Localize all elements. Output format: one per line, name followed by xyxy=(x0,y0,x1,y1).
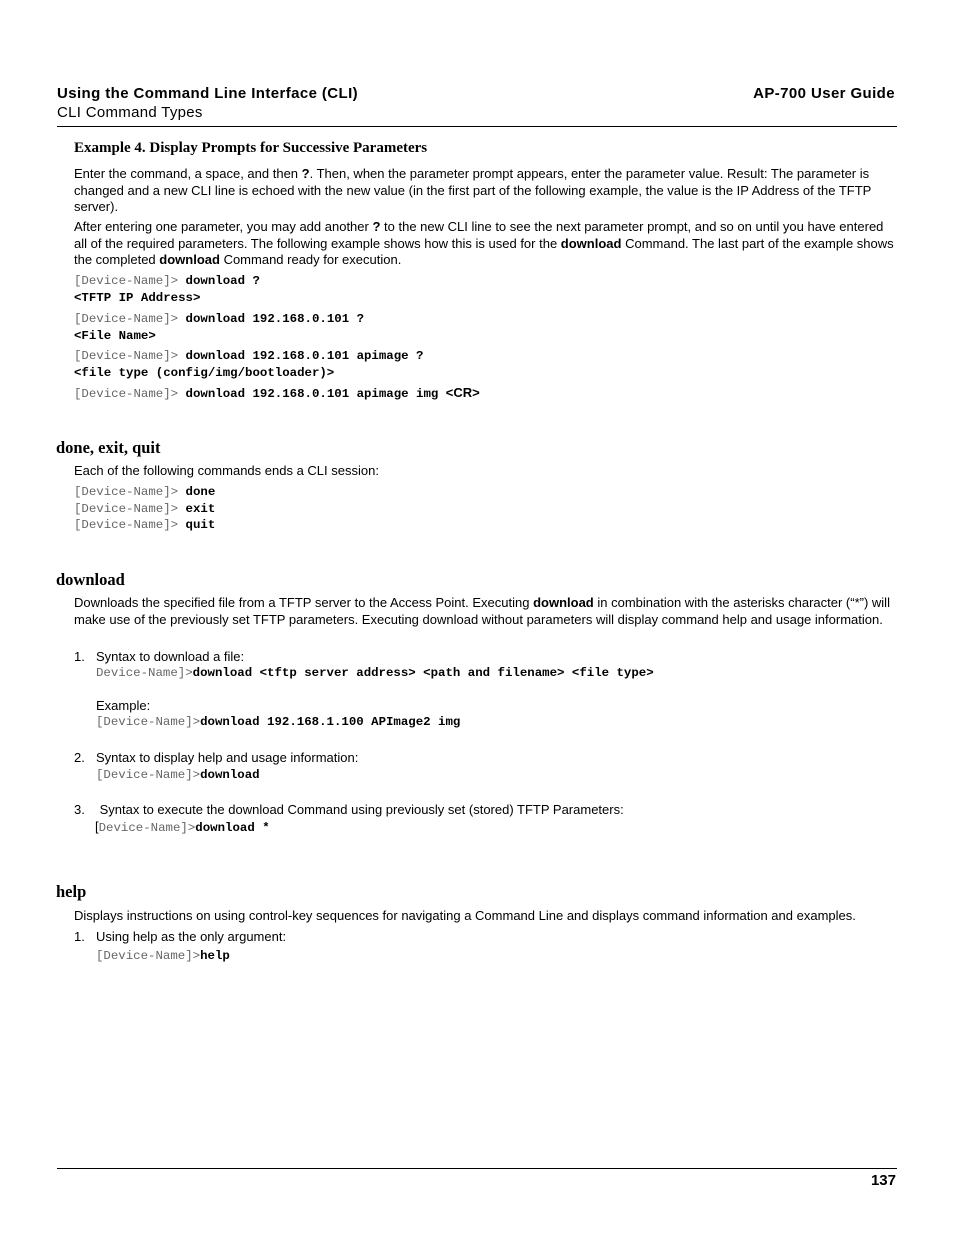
cli-response: <TFTP IP Address> xyxy=(74,290,201,305)
example-paragraph-1: Enter the command, a space, and then ?. Then, when the parameter prompt appears, enter the parameter value. Result: The parameter is changed and a new CLI line is echoed with the new value (in the first part of the following example, the value is the IP Address of the TFTP server). xyxy=(74,166,872,214)
section-heading-download: download xyxy=(56,570,125,589)
page-header xyxy=(57,85,358,121)
code-block-2 xyxy=(74,311,364,344)
cli-cr: <CR> xyxy=(445,385,480,400)
cli-prompt: [Device-Name]> xyxy=(74,274,186,288)
download-item-2: 2. Syntax to display help and usage information: xyxy=(74,750,359,765)
cli-response: <File Name> xyxy=(74,328,156,343)
cli-command: download ? xyxy=(185,274,260,288)
help-paragraph: Displays instructions on using control-key sequences for navigating a Command Line and displays command information and examples. xyxy=(74,908,856,923)
download-syntax-2: [Device-Name]>download xyxy=(96,768,260,782)
section-subtitle: CLI Command Types xyxy=(57,104,203,121)
section-heading-help: help xyxy=(56,882,87,901)
code-block-4 xyxy=(74,385,480,403)
header-rule xyxy=(57,126,897,127)
guide-title: AP-700 User Guide xyxy=(753,85,895,102)
download-paragraph: Downloads the specified file from a TFTP server to the Access Point. Executing download in combination with the asterisks character (“*”) will make use of the previously set TFTP parameters. Executing download without parameters will display command help and usage information. xyxy=(74,595,890,627)
code-block-1 xyxy=(74,273,260,306)
footer-rule xyxy=(57,1168,897,1169)
help-item-1: 1. Using help as the only argument: xyxy=(74,929,287,944)
download-item-1: 1. Syntax to download a file: xyxy=(74,649,245,664)
download-syntax-1: Device-Name]>download <tftp server address> <path and filename> <file type> xyxy=(96,666,654,680)
help-syntax-1: [Device-Name]>help xyxy=(96,949,230,963)
example-title: Example 4. Display Prompts for Successive Parameters xyxy=(74,140,428,156)
done-paragraph: Each of the following commands ends a CLI session: xyxy=(74,463,379,478)
page-number: 137 xyxy=(870,1172,896,1189)
done-code-block: [Device-Name]> done [Device-Name]> exit [Device-Name]> quit xyxy=(74,485,216,532)
chapter-title: Using the Command Line Interface (CLI) xyxy=(57,85,359,102)
download-item-3: 3. Syntax to execute the download Command using previously set (stored) TFTP Parameters: xyxy=(74,802,624,817)
cli-command: download 192.168.0.101 ? xyxy=(185,312,365,326)
cli-prompt: [Device-Name]> xyxy=(74,387,186,401)
cli-prompt: [Device-Name]> xyxy=(74,349,186,363)
code-block-3 xyxy=(74,348,424,381)
example-paragraph-2: After entering one parameter, you may add another ? to the new CLI line to see the next parameter prompt, and so on until you have entered all of the required parameters. The following example shows how this is used for the download Command. The last part of the example shows the completed download Command ready for execution. xyxy=(74,219,894,267)
cli-prompt: [Device-Name]> xyxy=(74,312,186,326)
example-label: Example: xyxy=(96,698,151,713)
cli-response: <file type (config/img/bootloader)> xyxy=(74,365,335,380)
cli-command: download 192.168.0.101 apimage ? xyxy=(185,349,424,363)
download-syntax-3: [Device-Name]>download * xyxy=(95,819,270,835)
section-heading-done: done, exit, quit xyxy=(56,438,161,457)
cli-command: download 192.168.0.101 apimage img xyxy=(185,387,446,401)
download-example-code: [Device-Name]>download 192.168.1.100 APImage2 img xyxy=(96,715,461,729)
